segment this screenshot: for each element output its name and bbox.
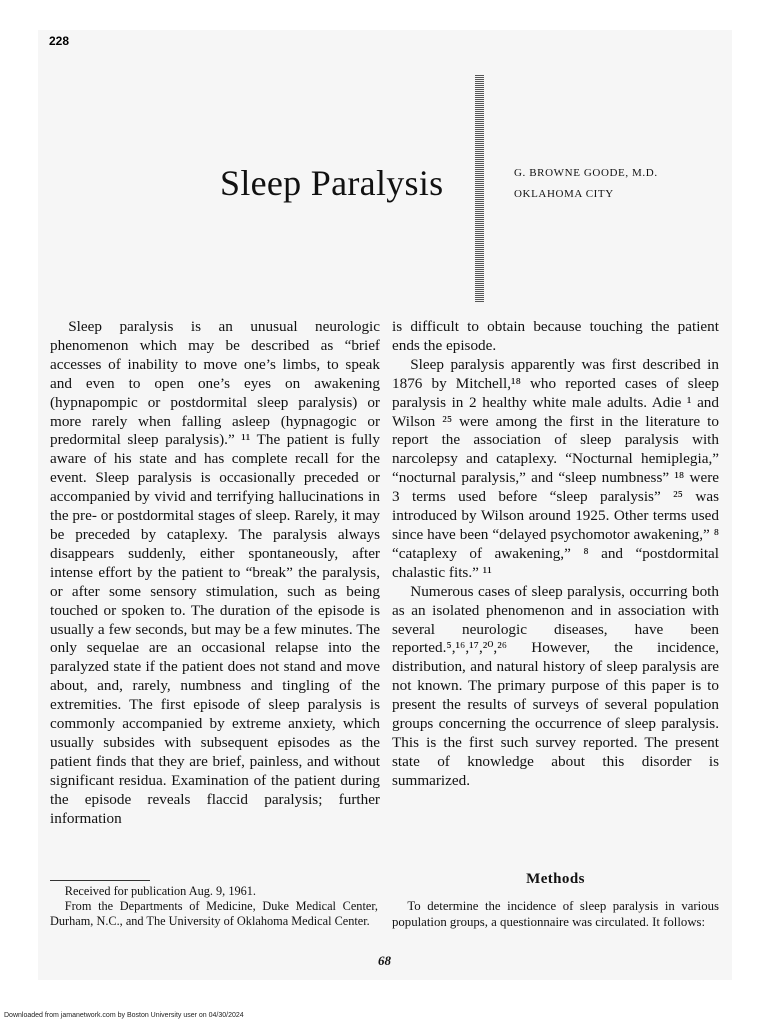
methods-section xyxy=(392,898,719,930)
author-name: G. BROWNE GOODE, M.D. xyxy=(514,167,658,179)
methods-paragraph: To determine the incidence of sleep paralysis in various population groups, a questionnaire was circulated. It follows: xyxy=(392,899,719,929)
page-number-bottom: 68 xyxy=(378,953,391,968)
author-block xyxy=(514,163,658,205)
author-location: OKLAHOMA CITY xyxy=(514,188,614,200)
received-footnote: Received for publication Aug. 9, 1961. xyxy=(64,884,256,898)
left-column xyxy=(50,318,380,828)
right-column xyxy=(392,318,719,791)
title-divider-bar xyxy=(475,75,484,303)
purpose-paragraph: Numerous cases of sleep paralysis, occurring both as an isolated phenomenon and in association with several neurologic diseases, have been reported.⁵,¹⁶,¹⁷,²⁰,²⁶ However, the incidence, distribution, and natural history of sleep paralysis are not known. The primary purpose of this paper is to present the results of surveys of several population groups concerning the occurrence of sleep paralysis. This is the first such survey reported. The present state of knowledge about this disorder is summarized. xyxy=(392,582,719,789)
page-number-top: 228 xyxy=(49,34,70,48)
history-paragraph: Sleep paralysis apparently was first described in 1876 by Mitchell,¹⁸ who reported cases of sleep paralysis in 2 healthy white male adults. Adie ¹ and Wilson ²⁵ were among the first in the literature to report the association of sleep paralysis with narcolepsy and cataplexy. “Nocturnal hemiplegia,” “nocturnal paralysis,” and “sleep numbness” ¹⁸ were 3 terms used before “sleep paralysis” ²⁵ was introduced by Wilson around 1925. Other terms used since have been “delayed psychomotor awakening,” ⁸ “cataplexy of awakening,” ⁸ and “postdormital chalastic fits.” ¹¹ xyxy=(392,355,719,581)
download-notice: Downloaded from jamanetwork.com by Boston University user on 04/30/2024 xyxy=(4,1012,244,1019)
footnote-divider xyxy=(50,880,150,881)
article-title: Sleep Paralysis xyxy=(220,163,444,203)
intro-paragraph: Sleep paralysis is an unusual neurologic phenomenon which may be described as “brief accesses of inability to move one’s limbs, to speak and even to open one’s eyes on awakening (hypnapompic or postdormital sleep paralysis) or more rarely when falling asleep (hypnagogic or predormital sleep paralysis).” ¹¹ The patient is fully aware of his state and has complete recall for the event. Sleep paralysis is occasionally preceded or accompanied by vivid and terrifying hallucinations in the pre- or postdormital stages of sleep. Rarely, it may be preceded by cataplexy. The paralysis always disappears suddenly, either spontaneously, after intense effort by the patient to “break” the paralysis, or after some sensory stimulation, such as being touched or spoken to. The duration of the episode is usually a few seconds, but may be a few minutes. The only sequelae are an occasional relapse into the paralyzed state if the patient does not stand and move about, and, rarely, numbness and tingling of the extremities. The first episode of sleep paralysis is commonly accompanied by extreme anxiety, which usually subsides with subsequent episodes as the patient finds that they are brief, painless, and without significant residua. Examination of the patient during the episode reveals flaccid paralysis; further information xyxy=(50,318,380,827)
continuation-paragraph: is difficult to obtain because touching the patient ends the episode. xyxy=(392,318,719,354)
methods-heading: Methods xyxy=(526,871,585,887)
affiliation-footnote: From the Departments of Medicine, Duke Medical Center, Durham, N.C., and The University of Oklahoma Medical Center. xyxy=(50,899,378,928)
footnotes xyxy=(50,884,378,929)
